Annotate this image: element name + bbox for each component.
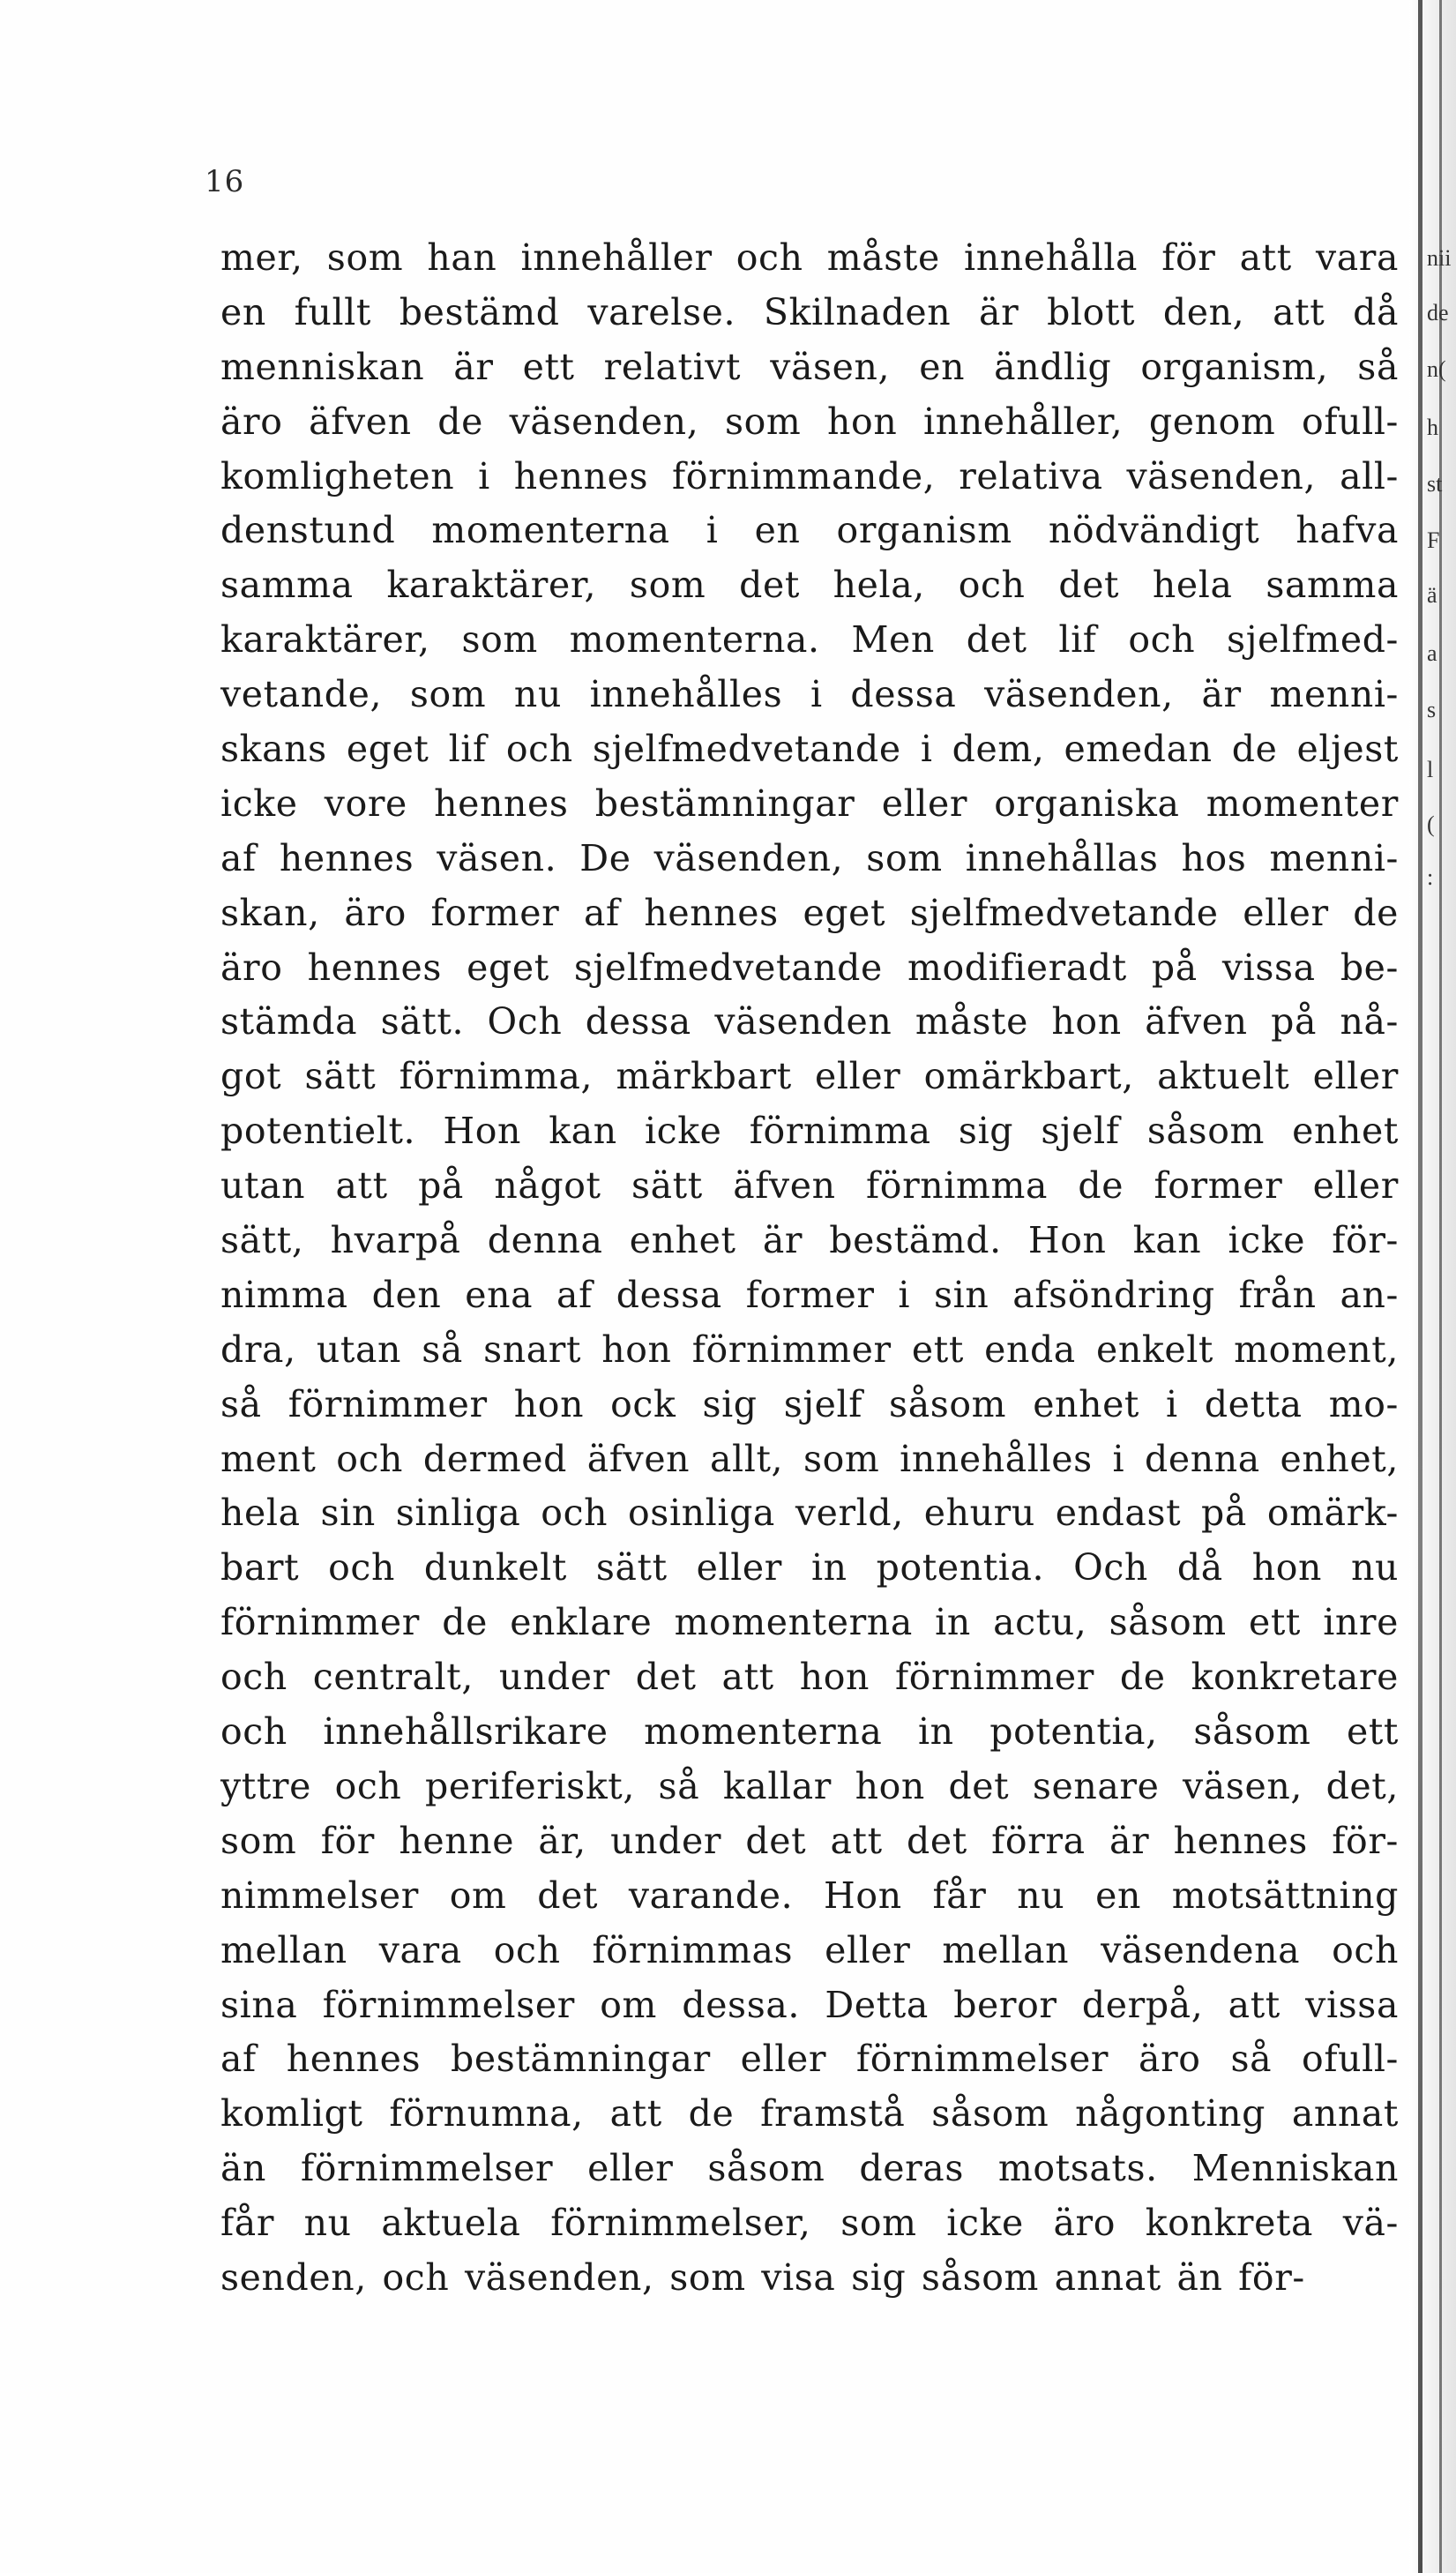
text-line: got sätt förnimma, märkbart eller omärkbart, aktuelt eller — [220, 1055, 1399, 1098]
text-line: senden, och väsenden, som visa sig såsom annat än för- — [220, 2255, 1305, 2299]
text-line: som för henne är, under det att det förra är hennes för- — [220, 1819, 1399, 1862]
text-line: förnimmer de enklare momenterna in actu, såsom ett inre — [220, 1601, 1399, 1644]
edge-fragment: F — [1427, 527, 1440, 553]
edge-fragment: l — [1427, 757, 1434, 782]
text-line: utan att på något sätt äfven förnimma de former eller — [220, 1164, 1399, 1208]
binding-edge — [1418, 0, 1422, 2573]
page-number: 16 — [205, 164, 245, 199]
edge-fragment: a — [1427, 640, 1437, 666]
edge-fragment: de — [1427, 300, 1449, 325]
text-line: mellan vara och förnimmas eller mellan väsendena och — [220, 1928, 1399, 1971]
edge-fragment: nii — [1427, 245, 1452, 271]
page-gutter — [1409, 0, 1456, 2573]
text-line: icke vore hennes bestämningar eller organiska momenter — [220, 782, 1399, 825]
text-line: komligheten i hennes förnimmande, relativa väsenden, all- — [220, 454, 1399, 497]
text-line: än förnimmelser eller såsom deras motsats. Menniskan — [220, 2147, 1399, 2190]
text-line: nimma den ena af dessa former i sin afsöndring från an- — [220, 1273, 1399, 1316]
text-line: sätt, hvarpå denna enhet är bestämd. Hon kan icke för- — [220, 1219, 1399, 1262]
text-line: nimmelser om det varande. Hon får nu en motsättning — [220, 1874, 1399, 1917]
text-line: karaktärer, som momenterna. Men det lif och sjelfmed- — [220, 618, 1399, 662]
text-line: vetande, som nu innehålles i dessa väsenden, är menni- — [220, 673, 1399, 716]
text-line: hela sin sinliga och osinliga verld, ehuru endast på omärk- — [220, 1492, 1399, 1535]
text-line: får nu aktuela förnimmelser, som icke äro konkreta vä- — [220, 2202, 1399, 2245]
text-line: yttre och periferiskt, så kallar hon det senare väsen, det, — [220, 1764, 1399, 1807]
text-line: menniskan är ett relativt väsen, en ändlig organism, så — [220, 345, 1399, 388]
text-line: skans eget lif och sjelfmedvetande i dem, emedan de eljest — [220, 728, 1399, 771]
text-line: af hennes bestämningar eller förnimmelser äro så ofull- — [220, 2038, 1399, 2081]
next-page-edge — [1439, 0, 1442, 2573]
text-line: sina förnimmelser om dessa. Detta beror derpå, att vissa — [220, 1983, 1399, 2026]
text-line: mer, som han innehåller och måste innehålla för att vara — [220, 236, 1399, 279]
text-line: bart och dunkelt sätt eller in potentia. Och då hon nu — [220, 1546, 1399, 1589]
edge-fragment: n( — [1427, 356, 1446, 382]
text-line: en fullt bestämd varelse. Skilnaden är blott den, att då — [220, 290, 1399, 333]
text-line: och centralt, under det att hon förnimmer de konkretare — [220, 1656, 1399, 1699]
text-line: äro hennes eget sjelfmedvetande modifieradt på vissa be- — [220, 946, 1399, 989]
edge-fragment: : — [1427, 864, 1434, 890]
edge-fragment: ä — [1427, 582, 1437, 608]
text-line: stämda sätt. Och dessa väsenden måste hon äfven på nå- — [220, 1000, 1399, 1043]
text-line: så förnimmer hon ock sig sjelf såsom enhet i detta mo- — [220, 1382, 1399, 1425]
text-line: äro äfven de väsenden, som hon innehåller, genom ofull- — [220, 400, 1399, 443]
text-line: komligt förnumna, att de framstå såsom någonting annat — [220, 2092, 1399, 2135]
text-line: potentielt. Hon kan icke förnimma sig sjelf såsom enhet — [220, 1110, 1399, 1153]
edge-fragment: h — [1427, 415, 1438, 440]
text-line: dra, utan så snart hon förnimmer ett enda enkelt moment, — [220, 1328, 1399, 1371]
text-line: och innehållsrikare momenterna in potentia, såsom ett — [220, 1710, 1399, 1754]
text-line: samma karaktärer, som det hela, och det hela samma — [220, 564, 1399, 607]
edge-fragment: st — [1427, 471, 1443, 497]
text-line: af hennes väsen. De väsenden, som innehållas hos menni- — [220, 836, 1399, 879]
edge-fragment: s — [1427, 697, 1437, 722]
body-text — [220, 231, 1399, 2306]
text-line: ment och dermed äfven allt, som innehålles i denna enhet, — [220, 1437, 1399, 1480]
text-line: skan, äro former af hennes eget sjelfmedvetande eller de — [220, 891, 1399, 934]
text-line: denstund momenterna i en organism nödvändigt hafva — [220, 509, 1399, 552]
edge-fragment: ( — [1427, 812, 1435, 837]
